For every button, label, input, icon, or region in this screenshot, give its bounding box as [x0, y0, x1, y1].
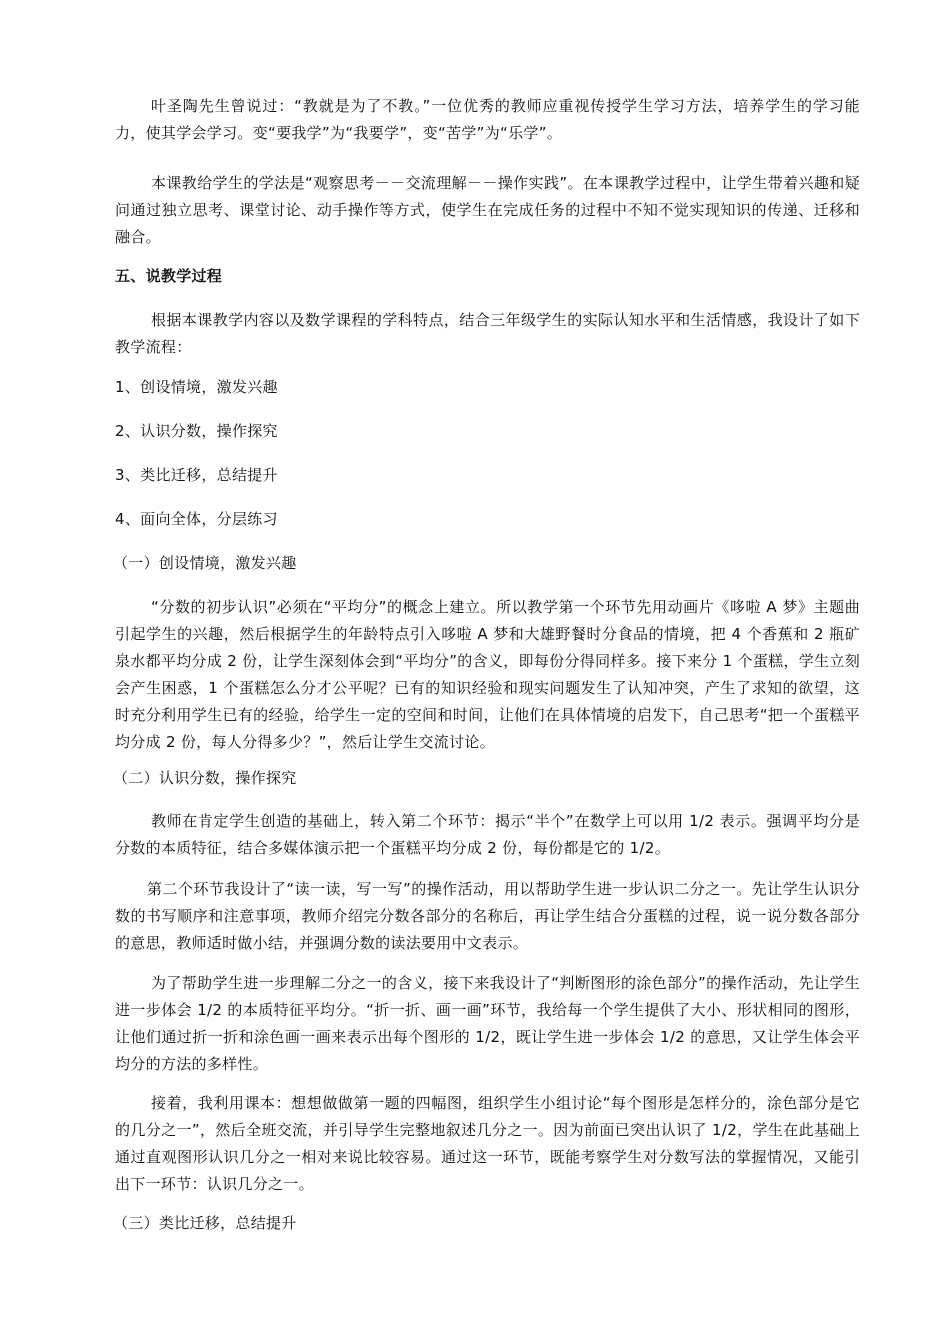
subsection-heading-2: （二）认识分数，操作探究: [113, 769, 297, 787]
paragraph-study-method: 本课教给学生的学法是“观察思考－－交流理解－－操作实践”。在本课教学过程中，让学生带着兴趣和疑问通过独立思考、课堂讨论、动手操作等方式，使学生在完成任务的过程中不知不觉实现知识的传递、迁移和融合。: [115, 174, 860, 246]
list-item-1: 1、创设情境，激发兴趣: [115, 378, 278, 396]
section-heading-teaching-process: 五、说教学过程: [115, 267, 223, 285]
paragraph-fraction-intro: “分数的初步认识”必须在“平均分”的概念上建立。所以教学第一个环节先用动画片《哆啦 A 梦》主题曲引起学生的兴趣，然后根据学生的年龄特点引入哆啦 A 梦和大雄野餐时分食品的情境，把 4 个香蕉和 2 瓶矿泉水都平均分成 2 份，让学生深刻体会到“平均分”的含义，即每份分得同样多。接下来分 1 个蛋糕，学生立刻会产生困惑，1 个蛋糕怎么分才公平呢？已有的知识经验和现实问题发生了认知冲突，产生了求知的欲望，这时充分利用学生已有的经验，给学生一定的空间和时间，让他们在具体情境的启发下，自己思考“把一个蛋糕平均分成 2 份，每人分得多少？”，然后让学生交流讨论。: [115, 598, 860, 751]
paragraph-learning-method-quote: 叶圣陶先生曾说过：“教就是为了不教。”一位优秀的教师应重视传授学生学习方法，培养学生的学习能力，使其学会学习。变“要我学”为“我要学”，变“苦学”为“乐学”。: [115, 97, 860, 142]
paragraph-shading-activity: 为了帮助学生进一步理解二分之一的含义，接下来我设计了“判断图形的涂色部分”的操作活动，先让学生进一步体会 1/2 的本质特征平均分。“折一折、画一画”环节，我给每一个学生提供了大小、形状相同的图形，让他们通过折一折和涂色画一画来表示出每个图形的 1/2，既让学生进一步体会 1/2 的意思，又让学生体会平均分的方法的多样性。: [115, 974, 860, 1073]
subsection-heading-1: （一）创设情境，激发兴趣: [113, 554, 297, 572]
list-item-4: 4、面向全体，分层练习: [115, 510, 278, 528]
paragraph-read-write-activity: 第二个环节我设计了“读一读，写一写”的操作活动，用以帮助学生进一步认识二分之一。先让学生认识分数的书写顺序和注意事项，教师介绍完分数各部分的名称后，再让学生结合分蛋糕的过程，说一说分数各部分的意思，教师适时做小结，并强调分数的读法要用中文表示。: [115, 880, 860, 952]
subsection-heading-3: （三）类比迁移，总结提升: [113, 1214, 297, 1232]
list-item-2: 2、认识分数，操作探究: [115, 422, 278, 440]
list-item-3: 3、类比迁移，总结提升: [115, 466, 278, 484]
paragraph-half-representation: 教师在肯定学生创造的基础上，转入第二个环节：揭示“半个”在数学上可以用 1/2 表示。强调平均分是分数的本质特征，结合多媒体演示把一个蛋糕平均分成 2 份，每份都是它的 1/2。: [115, 812, 860, 857]
paragraph-textbook-exercise: 接着，我利用课本：想想做做第一题的四幅图，组织学生小组讨论“每个图形是怎样分的，涂色部分是它的几分之一”，然后全班交流，并引导学生完整地叙述几分之一。因为前面已突出认识了 1/2，学生在此基础上通过直观图形认识几分之一相对来说比较容易。通过这一环节，既能考察学生对分数写法的掌握情况，又能引出下一环节：认识几分之一。: [115, 1094, 860, 1193]
paragraph-teaching-flow-intro: 根据本课教学内容以及数学课程的学科特点，结合三年级学生的实际认知水平和生活情感，我设计了如下教学流程：: [115, 311, 860, 356]
